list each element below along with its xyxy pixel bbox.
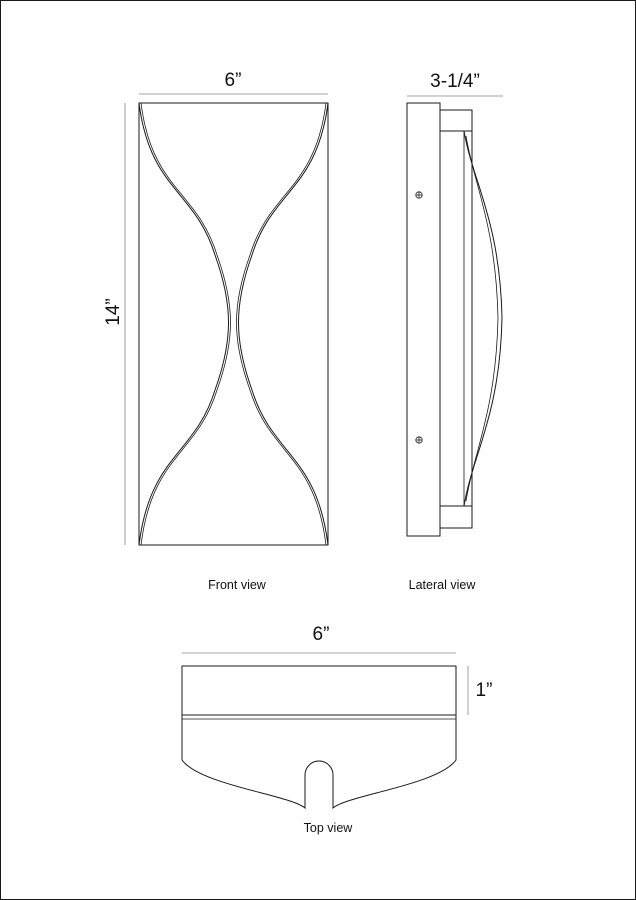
top-view (182, 624, 492, 835)
front-view-outline (139, 103, 328, 545)
lateral-front-profile-inner (466, 136, 498, 501)
front-view-left-curve (139, 103, 229, 545)
top-view-caption: Top view (303, 821, 353, 835)
front-view-right-curve (239, 103, 329, 545)
screw-icon (416, 192, 422, 198)
lateral-backplate (407, 103, 440, 536)
front-width-label: 6” (224, 70, 242, 91)
front-height-label: 14” (103, 298, 124, 326)
front-view-right-curve-shade (237, 103, 327, 545)
top-backplate (182, 666, 456, 715)
lateral-front-profile (464, 131, 502, 506)
lateral-view (407, 71, 503, 592)
lateral-view-caption: Lateral view (408, 578, 476, 592)
front-view-left-curve-shade (141, 103, 231, 545)
lateral-body (440, 110, 472, 528)
front-view (103, 70, 328, 592)
lateral-depth-label: 3-1/4” (430, 71, 480, 92)
screw-icon (416, 437, 422, 443)
top-width-label: 6” (312, 624, 330, 645)
top-height-label: 1” (475, 680, 493, 701)
page-border (1, 1, 636, 900)
front-view-caption: Front view (208, 578, 266, 592)
top-body-outline (182, 715, 456, 808)
